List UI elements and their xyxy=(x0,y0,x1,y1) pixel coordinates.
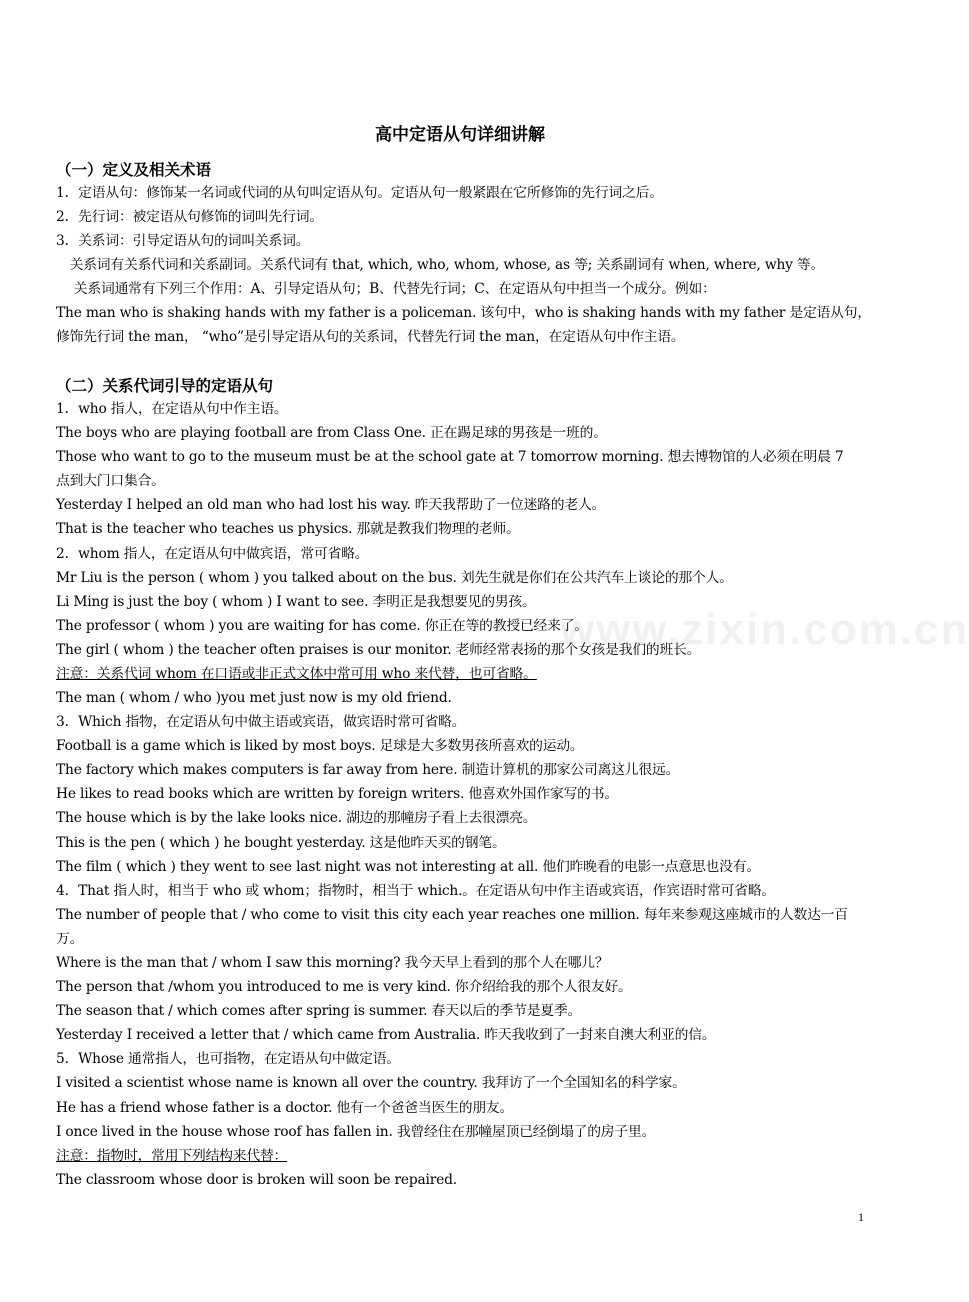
text-line: The season that / which comes after spring is summer. 春天以后的季节是夏季。 xyxy=(56,1003,582,1019)
section-heading-definitions: （一）定义及相关术语 xyxy=(56,161,212,179)
text-line: Yesterday I received a letter that / which came from Australia. 昨天我收到了一封来自澳大利亚的信。 xyxy=(56,1027,716,1043)
section-heading-relative-pronouns: （二）关系代词引导的定语从句 xyxy=(56,377,274,395)
text-line: Where is the man that / whom I saw this morning? 我今天早上看到的那个人在哪儿？ xyxy=(56,955,609,971)
text-line: 1．定语从句：修饰某一名词或代词的从句叫定语从句。定语从句一般紧跟在它所修饰的先行词之后。 xyxy=(56,185,663,201)
text-line: The professor ( whom ) you are waiting for has come. 你正在等的教授已经来了。 xyxy=(56,618,588,634)
text-line: Li Ming is just the boy ( whom ) I want to see. 李明正是我想要见的男孩。 xyxy=(56,594,536,610)
text-line: 修饰先行词 the man， “who”是引导定语从句的关系词，代替先行词 the man，在定语从句中作主语。 xyxy=(56,329,685,345)
text-line: The number of people that / who come to visit this city each year reaches one million. 每年来参观这座城市的人数达一百 xyxy=(56,907,848,923)
text-line: 4．That 指人时，相当于 who 或 whom；指物时，相当于 which.。在定语从句中作主语或宾语，作宾语时常可省略。 xyxy=(56,883,776,899)
text-line: This is the pen ( which ) he bought yesterday. 这是他昨天买的钢笔。 xyxy=(56,835,506,851)
text-line: The person that /whom you introduced to me is very kind. 你介绍给我的那个人很友好。 xyxy=(56,979,632,995)
text-line: That is the teacher who teaches us physics. 那就是教我们物理的老师。 xyxy=(56,521,520,537)
watermark: www.zixin.com.cn xyxy=(560,605,969,654)
text-line: I visited a scientist whose name is known all over the country. 我拜访了一个全国知名的科学家。 xyxy=(56,1075,686,1091)
text-line: Football is a game which is liked by most boys. 足球是大多数男孩所喜欢的运动。 xyxy=(56,738,584,754)
page-number: 1 xyxy=(858,1210,864,1224)
text-line: 5．Whose 通常指人，也可指物，在定语从句中做定语。 xyxy=(56,1051,400,1067)
text-line: 2．whom 指人，在定语从句中做宾语，常可省略。 xyxy=(56,546,369,562)
text-line: The classroom whose door is broken will soon be repaired. xyxy=(56,1172,457,1188)
text-line: 1．who 指人，在定语从句中作主语。 xyxy=(56,401,288,417)
page-title: 高中定语从句详细讲解 xyxy=(375,125,545,145)
text-line: Those who want to go to the museum must be at the school gate at 7 tomorrow morning. 想去博物馆的人必须在明晨 7 xyxy=(56,449,844,465)
text-line: The house which is by the lake looks nice. 湖边的那幢房子看上去很漂亮。 xyxy=(56,810,537,826)
text-line: Mr Liu is the person ( whom ) you talked about on the bus. 刘先生就是你们在公共汽车上谈论的那个人。 xyxy=(56,570,733,586)
text-line: The boys who are playing football are from Class One. 正在踢足球的男孩是一班的。 xyxy=(56,425,607,441)
text-line: The factory which makes computers is far away from here. 制造计算机的那家公司离这儿很远。 xyxy=(56,762,680,778)
text-line: 3．关系词：引导定语从句的词叫关系词。 xyxy=(56,233,310,249)
note-line: 注意：关系代词 whom 在口语或非正式文体中常可用 who 来代替，也可省略。 xyxy=(56,666,537,682)
text-line: He has a friend whose father is a doctor. 他有一个爸爸当医生的朋友。 xyxy=(56,1100,514,1116)
text-line: 点到大门口集合。 xyxy=(56,473,165,489)
text-line: 关系词有关系代词和关系副词。关系代词有 that, which, who, whom, whose, as 等; 关系副词有 when, where, why 等。 xyxy=(56,257,825,273)
text-line: 关系词通常有下列三个作用：A、引导定语从句；B、代替先行词；C、在定语从句中担当一个成分。例如： xyxy=(56,281,716,297)
text-line: The man ( whom / who )you met just now is my old friend. xyxy=(56,690,452,706)
text-line: The film ( which ) they went to see last night was not interesting at all. 他们昨晚看的电影一点意思也没有。 xyxy=(56,859,760,875)
text-line: Yesterday I helped an old man who had lost his way. 昨天我帮助了一位迷路的老人。 xyxy=(56,497,606,513)
text-line: The girl ( whom ) the teacher often praises is our monitor. 老师经常表扬的那个女孩是我们的班长。 xyxy=(56,642,701,658)
text-line: 万。 xyxy=(56,931,84,947)
note-line: 注意：指物时，常用下列结构来代替： xyxy=(56,1148,288,1164)
text-line: 3．Which 指物，在定语从句中做主语或宾语，做宾语时常可省略。 xyxy=(56,714,466,730)
text-line: He likes to read books which are written by foreign writers. 他喜欢外国作家写的书。 xyxy=(56,786,618,802)
text-line: The man who is shaking hands with my father is a policeman. 该句中，who is shaking hands with my father 是定语从句， xyxy=(56,305,871,321)
text-line: 2．先行词：被定语从句修饰的词叫先行词。 xyxy=(56,209,323,225)
text-line: I once lived in the house whose roof has fallen in. 我曾经住在那幢屋顶已经倒塌了的房子里。 xyxy=(56,1124,656,1140)
